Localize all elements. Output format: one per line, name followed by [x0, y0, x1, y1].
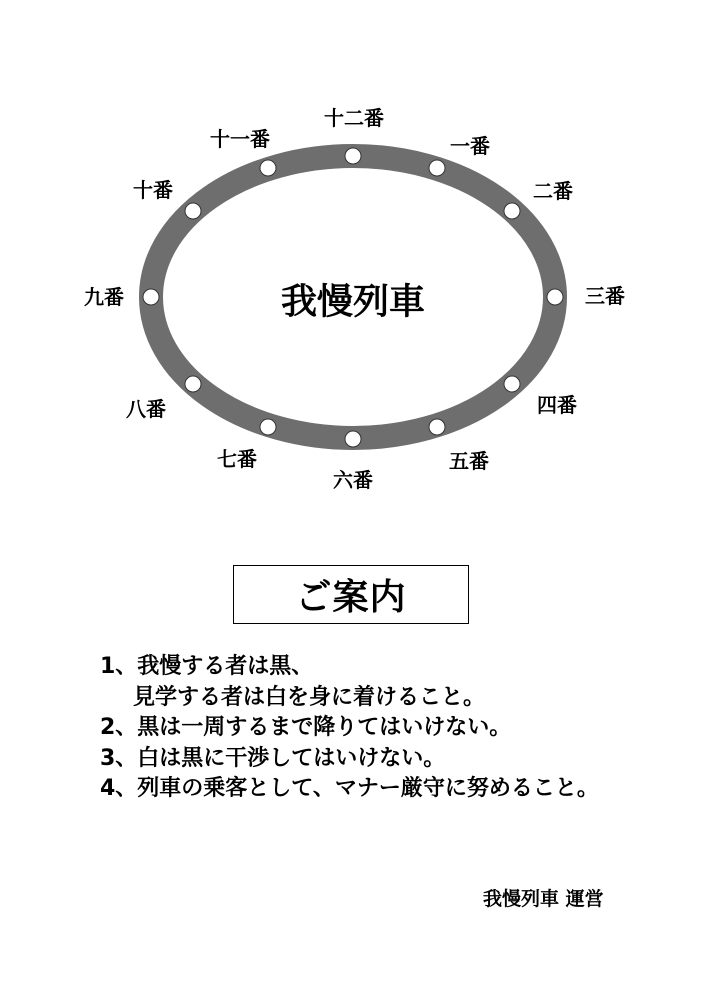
station-label-5: 五番	[449, 449, 489, 473]
station-marker-12	[345, 148, 361, 164]
rules-list	[100, 652, 690, 805]
rule-line: 3、白は黒に干渉してはいけない。	[100, 745, 446, 771]
station-label-2: 二番	[533, 179, 573, 203]
station-marker-10	[185, 203, 201, 219]
station-label-3: 三番	[585, 284, 625, 308]
station-label-11: 十一番	[210, 127, 270, 151]
station-label-1: 一番	[450, 134, 490, 158]
station-label-8: 八番	[126, 397, 166, 421]
station-marker-6	[345, 431, 361, 447]
station-marker-3	[547, 289, 563, 305]
rule-line: 見学する者は白を身に着けること。	[133, 684, 486, 710]
station-label-7: 七番	[217, 447, 257, 471]
station-label-9: 九番	[84, 285, 124, 309]
rule-line: 1、我慢する者は黒、	[100, 654, 314, 679]
station-label-4: 四番	[537, 393, 577, 417]
notice-heading: ご案内	[295, 577, 407, 618]
rule-line: 2、黒は一周するまで降りてはいけない。	[100, 715, 512, 740]
rule-line: 4、列車の乗客として、マナー厳守に努めること。	[100, 776, 599, 801]
station-marker-2	[504, 203, 520, 219]
station-marker-9	[143, 289, 159, 305]
station-label-6: 六番	[333, 468, 373, 492]
station-marker-8	[185, 376, 201, 392]
station-marker-1	[429, 160, 445, 176]
station-label-12: 十二番	[324, 106, 384, 130]
station-label-10: 十番	[133, 178, 173, 202]
operator-signature: 我慢列車 運営	[483, 888, 604, 910]
notice-heading-box	[233, 565, 469, 624]
station-marker-11	[260, 160, 276, 176]
station-marker-5	[429, 419, 445, 435]
station-marker-7	[260, 419, 276, 435]
diagram-title: 我慢列車	[280, 281, 426, 323]
station-marker-4	[504, 376, 520, 392]
